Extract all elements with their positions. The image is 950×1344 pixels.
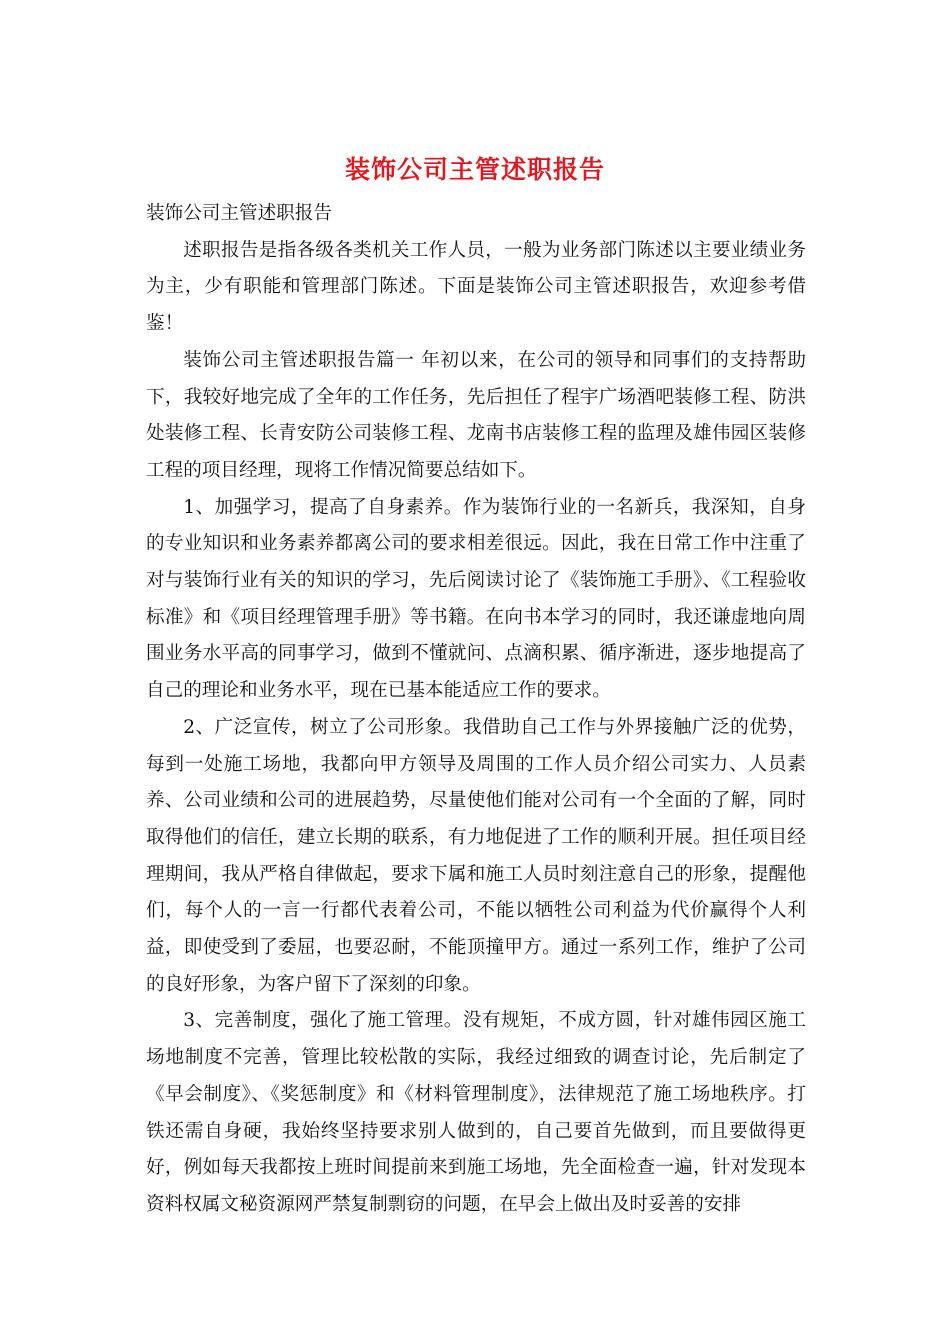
paragraph-item-2: 2、广泛宣传，树立了公司形象。我借助自己工作与外界接触广泛的优势，每到一处施工场地，我都向甲方领导及周围的工作人员介绍公司实力、人员素养、公司业绩和公司的进展趋势，尽量使他们能对公司有一个全面的了解，同时取得他们的信任，建立长期的联系，有力地促进了工作的顺利开展。担任项目经理期间，我从严格自律做起，要求下属和施工人员时刻注意自己的形象，提醒他们，每个人的一言一行都代表着公司，不能以牺牲公司利益为代价赢得个人利益，即使受到了委屈，也要忍耐，不能顶撞甲方。通过一系列工作，维护了公司的良好形象，为客户留下了深刻的印象。: [146, 716, 806, 995]
paragraph-item-1: 1、加强学习，提高了自身素养。作为装饰行业的一名新兵，我深知，自身的专业知识和业务素养都离公司的要求相差很远。因此，我在日常工作中注重了对与装饰行业有关的知识的学习，先后阅读讨论了《装饰施工手册》、《工程验收标准》和《项目经理管理手册》等书籍。在向书本学习的同时，我还谦虚地向周围业务水平高的同事学习，做到不懂就问、点滴积累、循序渐进，逐步地提高了自己的理论和业务水平，现在已基本能适应工作的要求。: [146, 496, 806, 702]
document-title: 装饰公司主管述职报告: [344, 155, 605, 184]
document-subtitle: 装饰公司主管述职报告: [146, 203, 332, 224]
paragraph-item-3: 3、完善制度，强化了施工管理。没有规矩，不成方圆，针对雄伟园区施工场地制度不完善，管理比较松散的实际，我经过细致的调查讨论，先后制定了《早会制度》、《奖惩制度》和《材料管理制度》，法律规范了施工场地秩序。打铁还需自身硬，我始终坚持要求别人做到的，自己要首先做到，而且要做得更好，例如每天我都按上班时间提前来到施工场地，先全面检查一遍，针对发现本资料权属文秘资源网严禁复制剽窃的问题，在早会上做出及时妥善的安排: [146, 1010, 806, 1215]
document-body: [146, 196, 806, 1224]
paragraph-part-one: 装饰公司主管述职报告篇一 年初以来，在公司的领导和同事们的支持帮助下，我较好地完成了全年的工作任务，先后担任了程宇广场酒吧装修工程、防洪处装修工程、长青安防公司装修工程、龙南书店装修工程的监理及雄伟园区装修工程的项目经理，现将工作情况简要总结如下。: [146, 349, 806, 481]
paragraph-intro: 述职报告是指各级各类机关工作人员，一般为业务部门陈述以主要业绩业务为主，少有职能和管理部门陈述。下面是装饰公司主管述职报告，欢迎参考借鉴！: [146, 239, 806, 335]
